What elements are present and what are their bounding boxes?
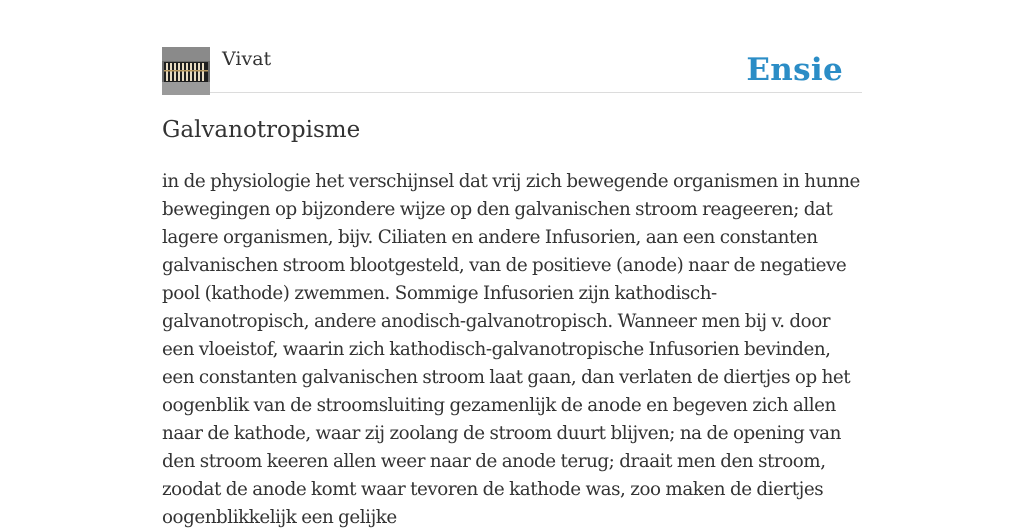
ensie-logo[interactable]: Ensie <box>746 52 843 88</box>
article-title: Galvanotropisme <box>162 117 361 143</box>
book-spines-icon <box>162 47 210 95</box>
source-name[interactable]: Vivat <box>222 48 272 70</box>
source-header <box>162 46 862 93</box>
article-page <box>162 0 862 528</box>
article-body: in de physiologie het verschijnsel dat vrij zich bewegende organismen in hunne bewegingen op bijzondere wijze op den galvanischen stroom reageeren; dat lagere organismen, bijv. Ciliaten en andere Infusorien, aan een constanten galvanischen stroom blootgesteld, van de positieve (anode) naar de negatieve pool (kathode) zwemmen. Sommige Infusorien zijn kathodisch-galvanotropisch, andere anodisch-galvanotropisch. Wanneer men bij v. door een vloeistof, waarin zich kathodisch-galvanotropische Infusorien bevinden, een constanten galvanischen stroom laat gaan, dan verlaten de diertjes op het oogenblik van de stroomsluiting gezamenlijk de anode en begeven zich allen naar de kathode, waar zij zoolang de stroom duurt blijven; na de opening van den stroom keeren allen weer naar de anode terug; draait men den stroom, zoodat de anode komt waar tevoren de kathode was, zoo maken de diertjes oogenblikkelijk een gelijke <box>162 171 860 528</box>
source-avatar[interactable] <box>162 47 210 95</box>
